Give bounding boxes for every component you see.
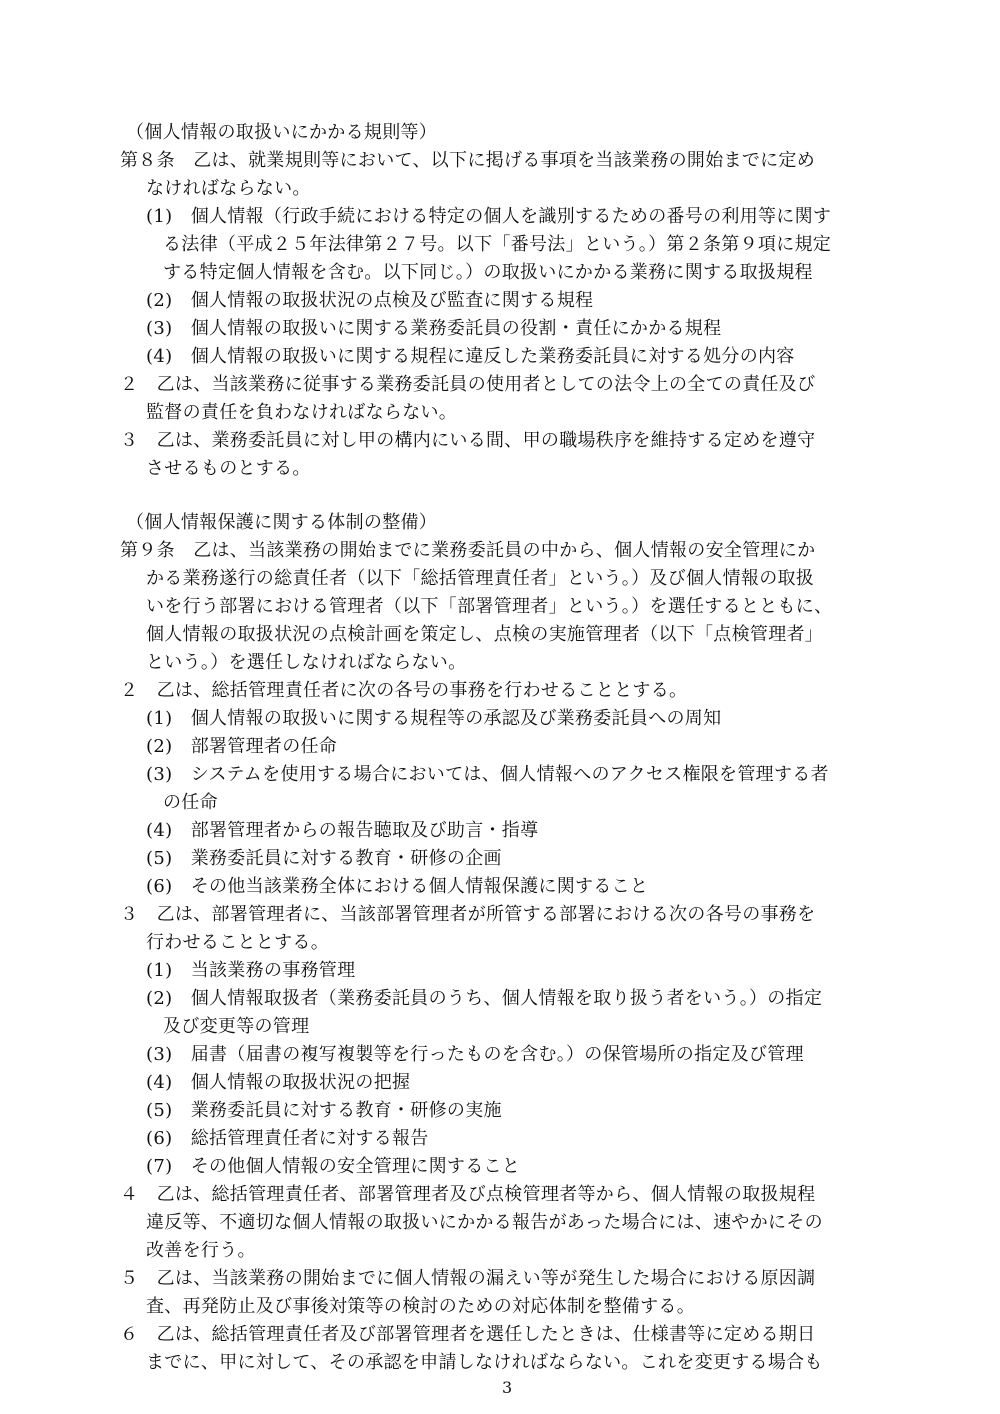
article-9-paragraph-2-item-5: (5) 業務委託員に対する教育・研修の企画 (146, 848, 502, 869)
article-8-paragraph-3: ３ 乙は、業務委託員に対し甲の構内にいる間、甲の職場秩序を維持する定めを遵守 (120, 430, 816, 451)
article-9-paragraph-3-item-7: (7) その他個人情報の安全管理に関すること (146, 1156, 521, 1177)
article-9-paragraph-2-item-6: (6) その他当該業務全体における個人情報保護に関すること (146, 876, 649, 897)
article-8-paragraph-2-continued: 監督の責任を負わなければならない。 (146, 402, 458, 423)
article-9-paragraph-6-continued: までに、甲に対して、その承認を申請しなければならない。これを変更する場合も (146, 1352, 823, 1373)
article-8-item-1-continued: る法律（平成２５年法律第２７号。以下「番号法」という。）第２条第９項に規定 (163, 234, 832, 255)
article-9-text-continued: 個人情報の取扱状況の点検計画を策定し、点検の実施管理者（以下「点検管理者」 (146, 624, 824, 645)
article-9-paragraph-2-item-2: (2) 部署管理者の任命 (146, 736, 338, 757)
article-8-item-3: (3) 個人情報の取扱いに関する業務委託員の役割・責任にかかる規程 (146, 318, 722, 339)
article-9-paragraph-3-item-6: (6) 総括管理責任者に対する報告 (146, 1128, 429, 1149)
article-9-paragraph-5: ５ 乙は、当該業務の開始までに個人情報の漏えい等が発生した場合における原因調 (120, 1268, 816, 1289)
article-9-paragraph-2-item-1: (1) 個人情報の取扱いに関する規程等の承認及び業務委託員への周知 (146, 708, 722, 729)
article-9-paragraph-3-item-2-continued: 及び変更等の管理 (163, 1016, 310, 1037)
article-9-text: 第９条 乙は、当該業務の開始までに業務委託員の中から、個人情報の安全管理にか (120, 540, 816, 561)
article-9-paragraph-3-continued: 行わせることとする。 (146, 932, 329, 953)
article-8-text-continued: なければならない。 (146, 178, 311, 199)
article-9-paragraph-3-item-2: (2) 個人情報取扱者（業務委託員のうち、個人情報を取り扱う者をいう。）の指定 (146, 988, 823, 1009)
article-8-paragraph-3-continued: させるものとする。 (146, 458, 311, 479)
article-9-paragraph-2-item-3: (3) システムを使用する場合においては、個人情報へのアクセス権限を管理する者 (146, 764, 829, 785)
article-9-text-continued: という。）を選任しなければならない。 (146, 652, 467, 673)
section-heading-article-8: （個人情報の取扱いにかかる規則等） (126, 122, 438, 143)
article-9-paragraph-4-continued: 違反等、不適切な個人情報の取扱いにかかる報告があった場合には、速やかにその (146, 1212, 823, 1233)
article-9-paragraph-3-item-1: (1) 当該業務の事務管理 (146, 960, 356, 981)
article-8-item-2: (2) 個人情報の取扱状況の点検及び監査に関する規程 (146, 290, 594, 311)
page-number: 3 (502, 1378, 513, 1397)
article-9-paragraph-5-continued: 査、再発防止及び事後対策等の検討のための対応体制を整備する。 (146, 1296, 695, 1317)
article-9-paragraph-2-item-4: (4) 部署管理者からの報告聴取及び助言・指導 (146, 820, 539, 841)
article-8-item-4: (4) 個人情報の取扱いに関する規程に違反した業務委託員に対する処分の内容 (146, 346, 795, 367)
article-9-paragraph-2-item-3-continued: の任命 (163, 792, 218, 813)
article-9-paragraph-2: ２ 乙は、総括管理責任者に次の各号の事務を行わせることとする。 (120, 680, 688, 701)
article-9-paragraph-4: ４ 乙は、総括管理責任者、部署管理者及び点検管理者等から、個人情報の取扱規程 (120, 1184, 816, 1205)
article-9-paragraph-6: ６ 乙は、総括管理責任者及び部署管理者を選任したときは、仕様書等に定める期日 (120, 1324, 816, 1345)
article-9-paragraph-3-item-5: (5) 業務委託員に対する教育・研修の実施 (146, 1100, 502, 1121)
article-8-paragraph-2: ２ 乙は、当該業務に従事する業務委託員の使用者としての法令上の全ての責任及び (120, 374, 816, 395)
article-9-paragraph-3-item-4: (4) 個人情報の取扱状況の把握 (146, 1072, 411, 1093)
article-9-text-continued: いを行う部署における管理者（以下「部署管理者」という。）を選任するとともに、 (146, 596, 833, 617)
section-heading-article-9: （個人情報保護に関する体制の整備） (126, 512, 438, 533)
article-8-item-1-continued: する特定個人情報を含む。以下同じ。）の取扱いにかかる業務に関する取扱規程 (163, 262, 813, 283)
article-9-paragraph-3: ３ 乙は、部署管理者に、当該部署管理者が所管する部署における次の各号の事務を (120, 904, 816, 925)
article-8-text: 第８条 乙は、就業規則等において、以下に掲げる事項を当該業務の開始までに定め (120, 150, 816, 171)
article-8-item-1: (1) 個人情報（行政手続における特定の個人を識別するための番号の利用等に関す (146, 206, 832, 227)
article-9-text-continued: かる業務遂行の総責任者（以下「総括管理責任者」という。）及び個人情報の取扱 (146, 568, 815, 589)
article-9-paragraph-4-continued: 改善を行う。 (146, 1240, 256, 1261)
article-9-paragraph-3-item-3: (3) 届書（届書の複写複製等を行ったものを含む。）の保管場所の指定及び管理 (146, 1044, 804, 1065)
